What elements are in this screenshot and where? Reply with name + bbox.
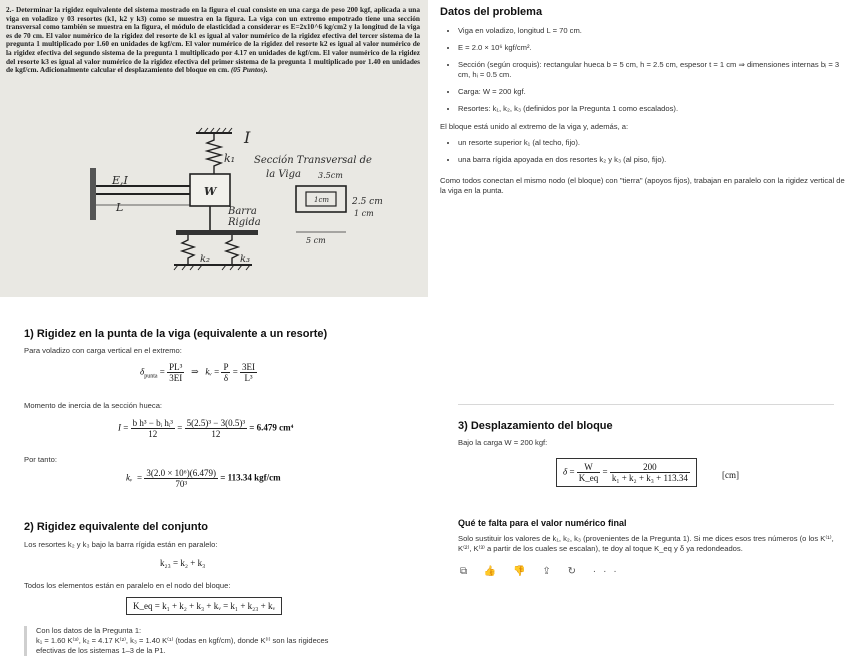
datos-title: Datos del problema (440, 6, 543, 18)
datos-item: • un resorte superior k₁ (al techo, fijo). (458, 138, 852, 148)
datos-para1: El bloque está unido al extremo de la viga y, además, a: (440, 122, 629, 131)
section-title: Sección Transversal de (254, 155, 372, 166)
more-icon[interactable]: ··· (592, 566, 624, 577)
beam-length-label: L (116, 201, 124, 214)
datos-item: • Resortes: k₁, k₂, k₃ (definidos por la Pregunta 1 como escalados). (458, 104, 852, 114)
equation-k23: k₂₃ = k₂ + k₃ (160, 558, 206, 568)
datos-item: • Sección (según croquis): rectangular hueca b = 5 cm, h = 2.5 cm, espesor t = 1 cm ⇒ dimensiones internas bᵢ = 3 cm, hᵢ = 0.5 cm. (458, 60, 852, 80)
block-w-label: W (204, 185, 217, 198)
inertia-intro: Momento de inercia de la sección hueca: (24, 401, 163, 410)
equation-displacement: δ = $\frac{W}{K\_eq}$ = $\frac{200}{\text{k₁ + k₂ + k₃ + 113.34}}$ (556, 458, 697, 487)
problem-photo (0, 0, 428, 297)
copy-icon[interactable]: ⧉ (460, 566, 475, 577)
datos-list-2 (440, 136, 852, 172)
rigid-bar-label: Barra (228, 206, 257, 217)
equation-kv: kᵥ = $\frac{\text{3(2.0 × 10⁶)(6.479)}}{\text{70³}}$ = 113.34 kgf/cm (126, 468, 281, 489)
dim-width-label: 5 cm (306, 236, 326, 245)
svg-text:I: I (244, 128, 251, 147)
datos-list (440, 24, 852, 121)
thumbs-down-icon[interactable]: 👎 (513, 566, 533, 577)
displacement-unit: [cm] (722, 470, 739, 480)
dim-height-label: 2.5 cm (352, 197, 383, 207)
message-actions (460, 566, 624, 577)
missing-text: Solo sustituir los valores de k₁, k₂, k₃ (provenientes de la Pregunta 1). Si me dices esos tres números (o los K⁽¹⁾, K⁽²⁾, K⁽³⁾ a partir de los cuales se escalan), te doy al toque K_eq y δ ya redondeados. (458, 534, 834, 553)
datos-item: • Carga: W = 200 kgf. (458, 87, 852, 97)
datos-item: • una barra rígida apoyada en dos resortes k₂ y k₃ (al piso, fijo). (458, 155, 852, 165)
equation-keq: K_eq = k₁ + k₂ + k₃ + kᵥ = k₁ + k₂₃ + kᵥ (126, 597, 282, 615)
section-1-title: 1) Rigidez en la punta de la viga (equivalente a un resorte) (24, 328, 328, 340)
problem-figure (0, 0, 428, 297)
quote-block (24, 626, 336, 656)
section-3-intro: Bajo la carga W = 200 kgf: (458, 438, 548, 447)
beam-ei-label: E,I (112, 174, 128, 187)
equation-inertia: I = $\frac{\text{b h³ − bᵢ hᵢ³}}{12}$ = $\frac{\text{5(2.5)³ − 3(0.5)³}}{12}$ = 6.479 cm⁴ (118, 418, 294, 439)
regenerate-icon[interactable]: ↻ (567, 566, 583, 577)
thumbs-up-icon[interactable]: 👍 (483, 566, 504, 577)
datos-item: • E = 2.0 × 10⁶ kgf/cm². (458, 43, 852, 53)
dim-top-label: 3.5cm (318, 171, 343, 180)
datos-para2: Como todos conectan el mismo nodo (el bloque) con "tierra" (apoyos fijos), trabajan en paralelo con la rigidez vertical de la viga en la punta. (440, 176, 845, 195)
problem-text: 2.- Determinar la rigidez equivalente del sistema mostrado en la figura el cual consiste en una carga de peso 200 kgf, aplicada a una viga en voladizo y 03 resortes (k1, k2 y k3) como se muestra en la figura. La viga con un extremo empotrado tiene una sección transversal como también se muestra en la figura, el módulo de elasticidad a considerar es E=2x10^6 kg/cm2 y la longitud de la viga es de 70 cm. El valor numérico de la rigidez del resorte de k1 es igual al valor numérico de la rigidez efectiva del tercer sistema de la pregunta 1 multiplicado por 1.60 en unidades de kgf/cm. El valor numérico de la rigidez del resorte k2 es igual al valor numérico de la rigidez efectiva del segundo sistema de la pregunta 1 multiplicado por 4.17 en unidades de kgf/cm. El valor numérico de la rigidez del resorte k3 es igual al valor numérico de la rigidez efectiva del primer sistema de la pregunta 1 multiplicado por 1.40 en unidades de kgf/cm. Adicionalmente calcular el desplazamiento del bloque en cm. (6, 5, 420, 75)
dim-inner-label: 1cm (314, 196, 330, 204)
k3-label: k₃ (240, 254, 251, 265)
section-title-2: la Viga (266, 169, 301, 180)
share-icon[interactable]: ⇪ (542, 566, 558, 577)
divider (458, 404, 834, 405)
section-3-title: 3) Desplazamiento del bloque (458, 420, 613, 432)
k1-label: k₁ (224, 152, 236, 165)
equation-delta: $\delta_{punta}$ = $\frac{\text{PL³}}{3EI}$ ⇒ kᵥ = $\frac{P}{\delta}$ = $\frac{3EI}{\text{L³}}$ (140, 362, 256, 383)
rigid-bar-label2: Rigida (228, 217, 261, 228)
datos-item: • Viga en voladizo, longitud L = 70 cm. (458, 26, 852, 36)
section-1-intro: Para voladizo con carga vertical en el extremo: (24, 346, 182, 355)
quote-line-2: k₁ = 1.60 K⁽³⁾, k₂ = 4.17 K⁽²⁾, k₃ = 1.40 K⁽¹⁾ (todas en kgf/cm), donde K⁽ⁱ⁾ son las rigideces efectivas de los sistemas 1–3 de la P1. (36, 636, 329, 655)
missing-title: Qué te falta para el valor numérico final (458, 518, 627, 528)
quote-line-1: Con los datos de la Pregunta 1: (36, 626, 142, 635)
problem-points: (05 Puntos). (230, 65, 268, 75)
k2-label: k₂ (200, 254, 211, 265)
dim-thickness-label: 1 cm (354, 209, 374, 218)
section-2-intro-2: Todos los elementos están en paralelo en el nodo del bloque: (24, 581, 231, 590)
por-tanto: Por tanto: (24, 455, 57, 464)
section-2-intro: Los resortes k₂ y k₃ bajo la barra rígida están en paralelo: (24, 540, 218, 549)
section-2-title: 2) Rigidez equivalente del conjunto (24, 521, 208, 533)
